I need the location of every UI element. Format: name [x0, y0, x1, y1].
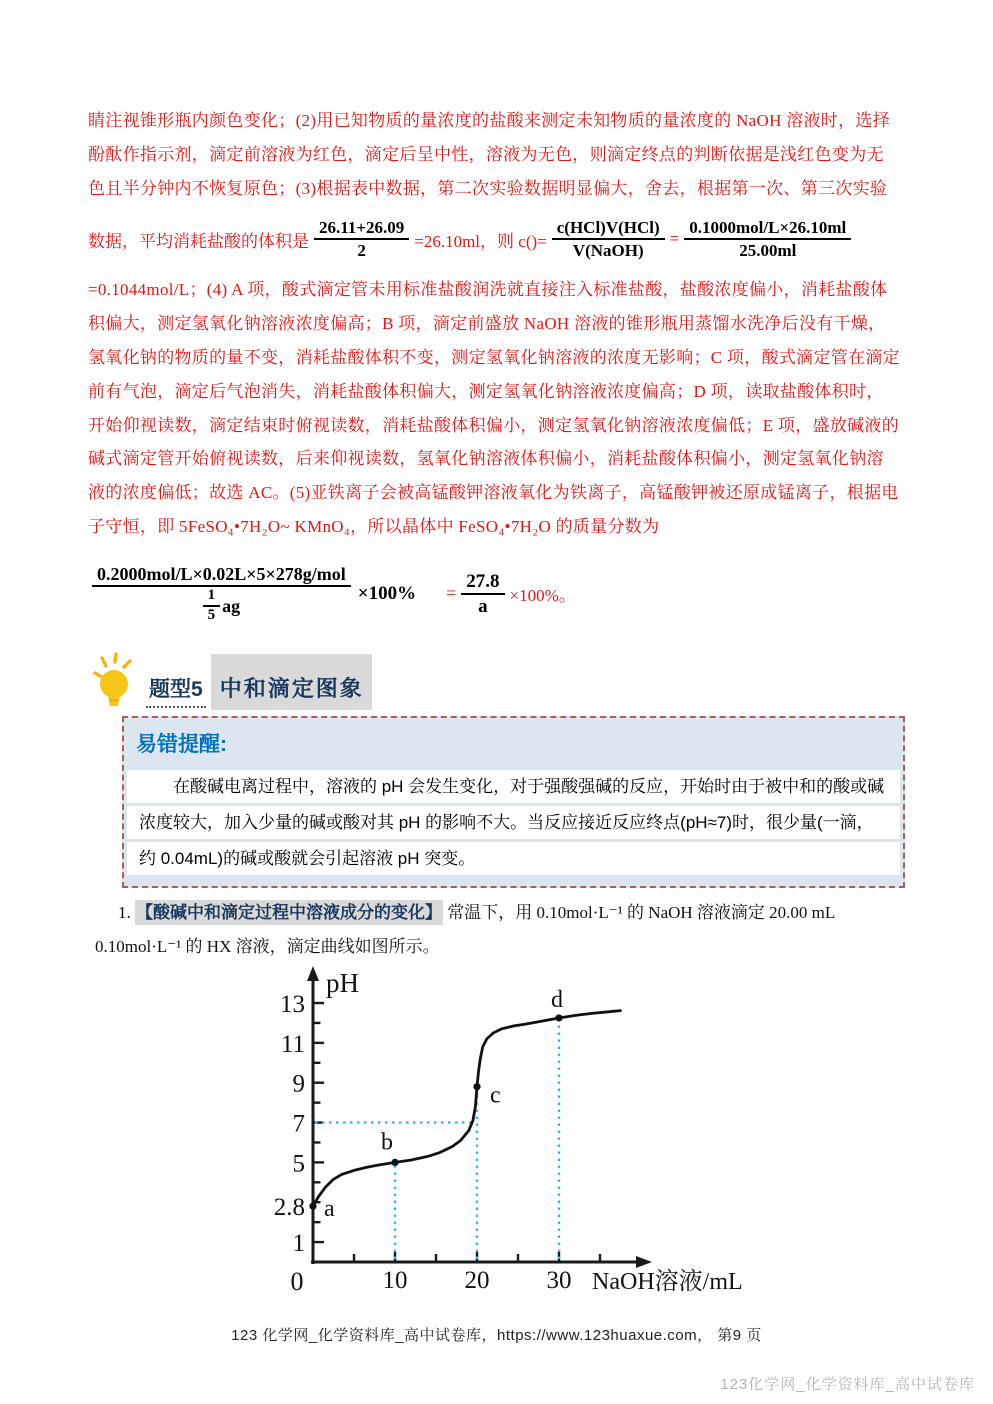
text-line: 睛注视锥形瓶内颜色变化；(2)用已知物质的量浓度的盐酸来测定未知物质的量浓度的 NaOH 溶液时，选择 — [88, 111, 890, 130]
text-line: 碱式滴定管开始俯视读数，后来仰视读数，氢氧化钠溶液体积偏小，消耗盐酸体积偏小，测定氢氧化钠溶 — [88, 449, 884, 469]
svg-text:b: b — [381, 1129, 393, 1156]
question-number: 1. — [118, 902, 131, 922]
fraction-mass-percent — [92, 564, 351, 624]
section-header — [90, 648, 905, 710]
fraction-one-fifth — [203, 588, 221, 624]
titration-chart — [260, 965, 760, 1300]
formula-mid-text: =26.10ml，则 c()= — [414, 231, 547, 251]
svg-text:10: 10 — [382, 1266, 408, 1294]
section-title: 中和滴定图象 — [211, 654, 372, 710]
fraction-average-volume — [314, 218, 409, 260]
svg-text:pH: pH — [326, 967, 359, 998]
fraction-numerator: c(HCl)V(HCl) — [552, 218, 665, 240]
question-tag-highlight: 【酸碱中和滴定过程中溶液成分的变化】 — [135, 900, 443, 925]
svg-text:NaOH溶液/mL: NaOH溶液/mL — [592, 1268, 743, 1295]
svg-text:1: 1 — [292, 1229, 305, 1257]
equals-sign: = — [446, 583, 457, 604]
tip-text-line: 浓度较大，加入少量的碱或酸对其 pH 的影响不大。当反应接近反应终点(pH≈7)时，很少量(一滴， — [127, 806, 900, 839]
fraction-numerator: 27.8 — [461, 571, 504, 595]
fraction-concentration-values — [684, 218, 851, 260]
tip-box — [122, 716, 905, 888]
mass-fraction-formula — [88, 550, 905, 638]
denominator-suffix: ag — [222, 595, 241, 616]
fraction-numerator: 0.2000mol/L×0.02L×5×278g/mol — [92, 564, 351, 587]
lightbulb-icon — [90, 652, 136, 710]
watermark: 123化学网_化学资料库_高中试卷库 — [720, 1376, 975, 1393]
svg-text:11: 11 — [280, 1030, 305, 1058]
answer-paragraph-1 — [88, 104, 905, 205]
svg-text:13: 13 — [280, 990, 305, 1018]
question-text: 常温下，用 0.10mol·L⁻¹ 的 NaOH 溶液滴定 20.00 mL — [447, 902, 836, 922]
question-title-line — [118, 898, 905, 923]
svg-text:0: 0 — [290, 1266, 304, 1296]
svg-text:a: a — [324, 1195, 335, 1222]
hcl-volume-formula — [88, 207, 905, 271]
tip-text-line: 约 0.04mL)的碱或酸就会引起溶液 pH 突变。 — [127, 842, 900, 875]
text-line: 液的浓度偏低；故选 AC。(5)亚铁离子会被高锰酸钾溶液氧化为铁离子，高锰酸钾被还原成锰离子，根据电 — [88, 483, 899, 503]
svg-text:20: 20 — [464, 1266, 490, 1294]
text-line: 子守恒，即 5FeSO₄•7H₂O~ KMnO₄，所以晶体中 FeSO₄•7H₂O 的质量分数为 — [88, 516, 660, 536]
titration-curve-svg — [260, 965, 760, 1300]
svg-text:2.8: 2.8 — [273, 1193, 305, 1221]
text-line: 积偏大，测定氢氧化钠溶液浓度偏高；B 项，滴定前盛放 NaOH 溶液的锥形瓶用蒸馏水洗净后没有干燥， — [88, 314, 886, 334]
text-line: =0.1044mol/L；(4) A 项，酸式滴定管未用标准盐酸润洗就直接注入标准盐酸，盐酸浓度偏小，消耗盐酸体 — [88, 280, 888, 300]
answer-paragraph-2 — [88, 273, 905, 543]
times-100-percent: ×100% — [357, 582, 417, 604]
fraction-denominator: V(NaOH) — [572, 241, 644, 261]
fraction-numerator: 1 — [203, 588, 221, 607]
fraction-denominator: 25.00ml — [739, 241, 797, 261]
fraction-concentration-expression — [552, 218, 665, 260]
tip-text-line: 在酸碱电离过程中，溶液的 pH 会发生变化，对于强酸强碱的反应，开始时由于被中和的酸或碱 — [127, 770, 900, 803]
svg-text:5: 5 — [292, 1150, 305, 1178]
fraction-numerator: 0.1000mol/L×26.10ml — [684, 218, 851, 240]
times-100-percent-red: ×100%。 — [509, 586, 576, 606]
fraction-denominator: a — [478, 595, 488, 617]
svg-text:30: 30 — [546, 1266, 572, 1294]
text-line: 开始仰视读数，滴定结束时俯视读数，消耗盐酸体积偏小，测定氢氧化钠溶液浓度偏低；E 项，盛放碱液的 — [88, 415, 900, 435]
text-line: 氢氧化钠的物质的量不变，消耗盐酸体积不变，测定氢氧化钠溶液的浓度无影响；C 项，酸式滴定管在滴定 — [88, 347, 900, 367]
equals-sign: = — [669, 229, 680, 249]
fraction-denominator: 5 — [207, 606, 216, 623]
svg-text:7: 7 — [292, 1110, 305, 1138]
svg-text:9: 9 — [292, 1070, 305, 1098]
question-text-line2: 0.10mol·L⁻¹ 的 HX 溶液，滴定曲线如图所示。 — [95, 936, 440, 956]
section-badge: 题型5 — [146, 673, 206, 708]
fraction-numerator: 26.11+26.09 — [314, 218, 409, 240]
text-line: 酚酞作指示剂，滴定前溶液为红色，滴定后呈中性，溶液为无色，则滴定终点的判断依据是浅红色变为无 — [88, 144, 884, 164]
svg-text:c: c — [490, 1082, 501, 1109]
page-footer: 123 化学网_化学资料库_高中试卷库，https://www.123huaxue.com， 第9 页 — [231, 1326, 762, 1344]
text-line: 色且半分钟内不恢复原色；(3)根据表中数据，第二次实验数据明显偏大，舍去，根据第一次、第三次实验 — [88, 178, 888, 198]
fraction-denominator: 2 — [357, 241, 366, 261]
tip-box-title: 易错提醒: — [136, 732, 227, 756]
svg-text:d: d — [551, 986, 563, 1013]
formula-lead-text: 数据，平均消耗盐酸的体积是 — [88, 231, 309, 251]
fraction-denominator — [198, 587, 246, 624]
text-line: 前有气泡，滴定后气泡消失，消耗盐酸体积偏大，测定氢氧化钠溶液浓度偏高；D 项，读取盐酸体积时， — [88, 381, 884, 401]
fraction-result — [461, 571, 504, 618]
